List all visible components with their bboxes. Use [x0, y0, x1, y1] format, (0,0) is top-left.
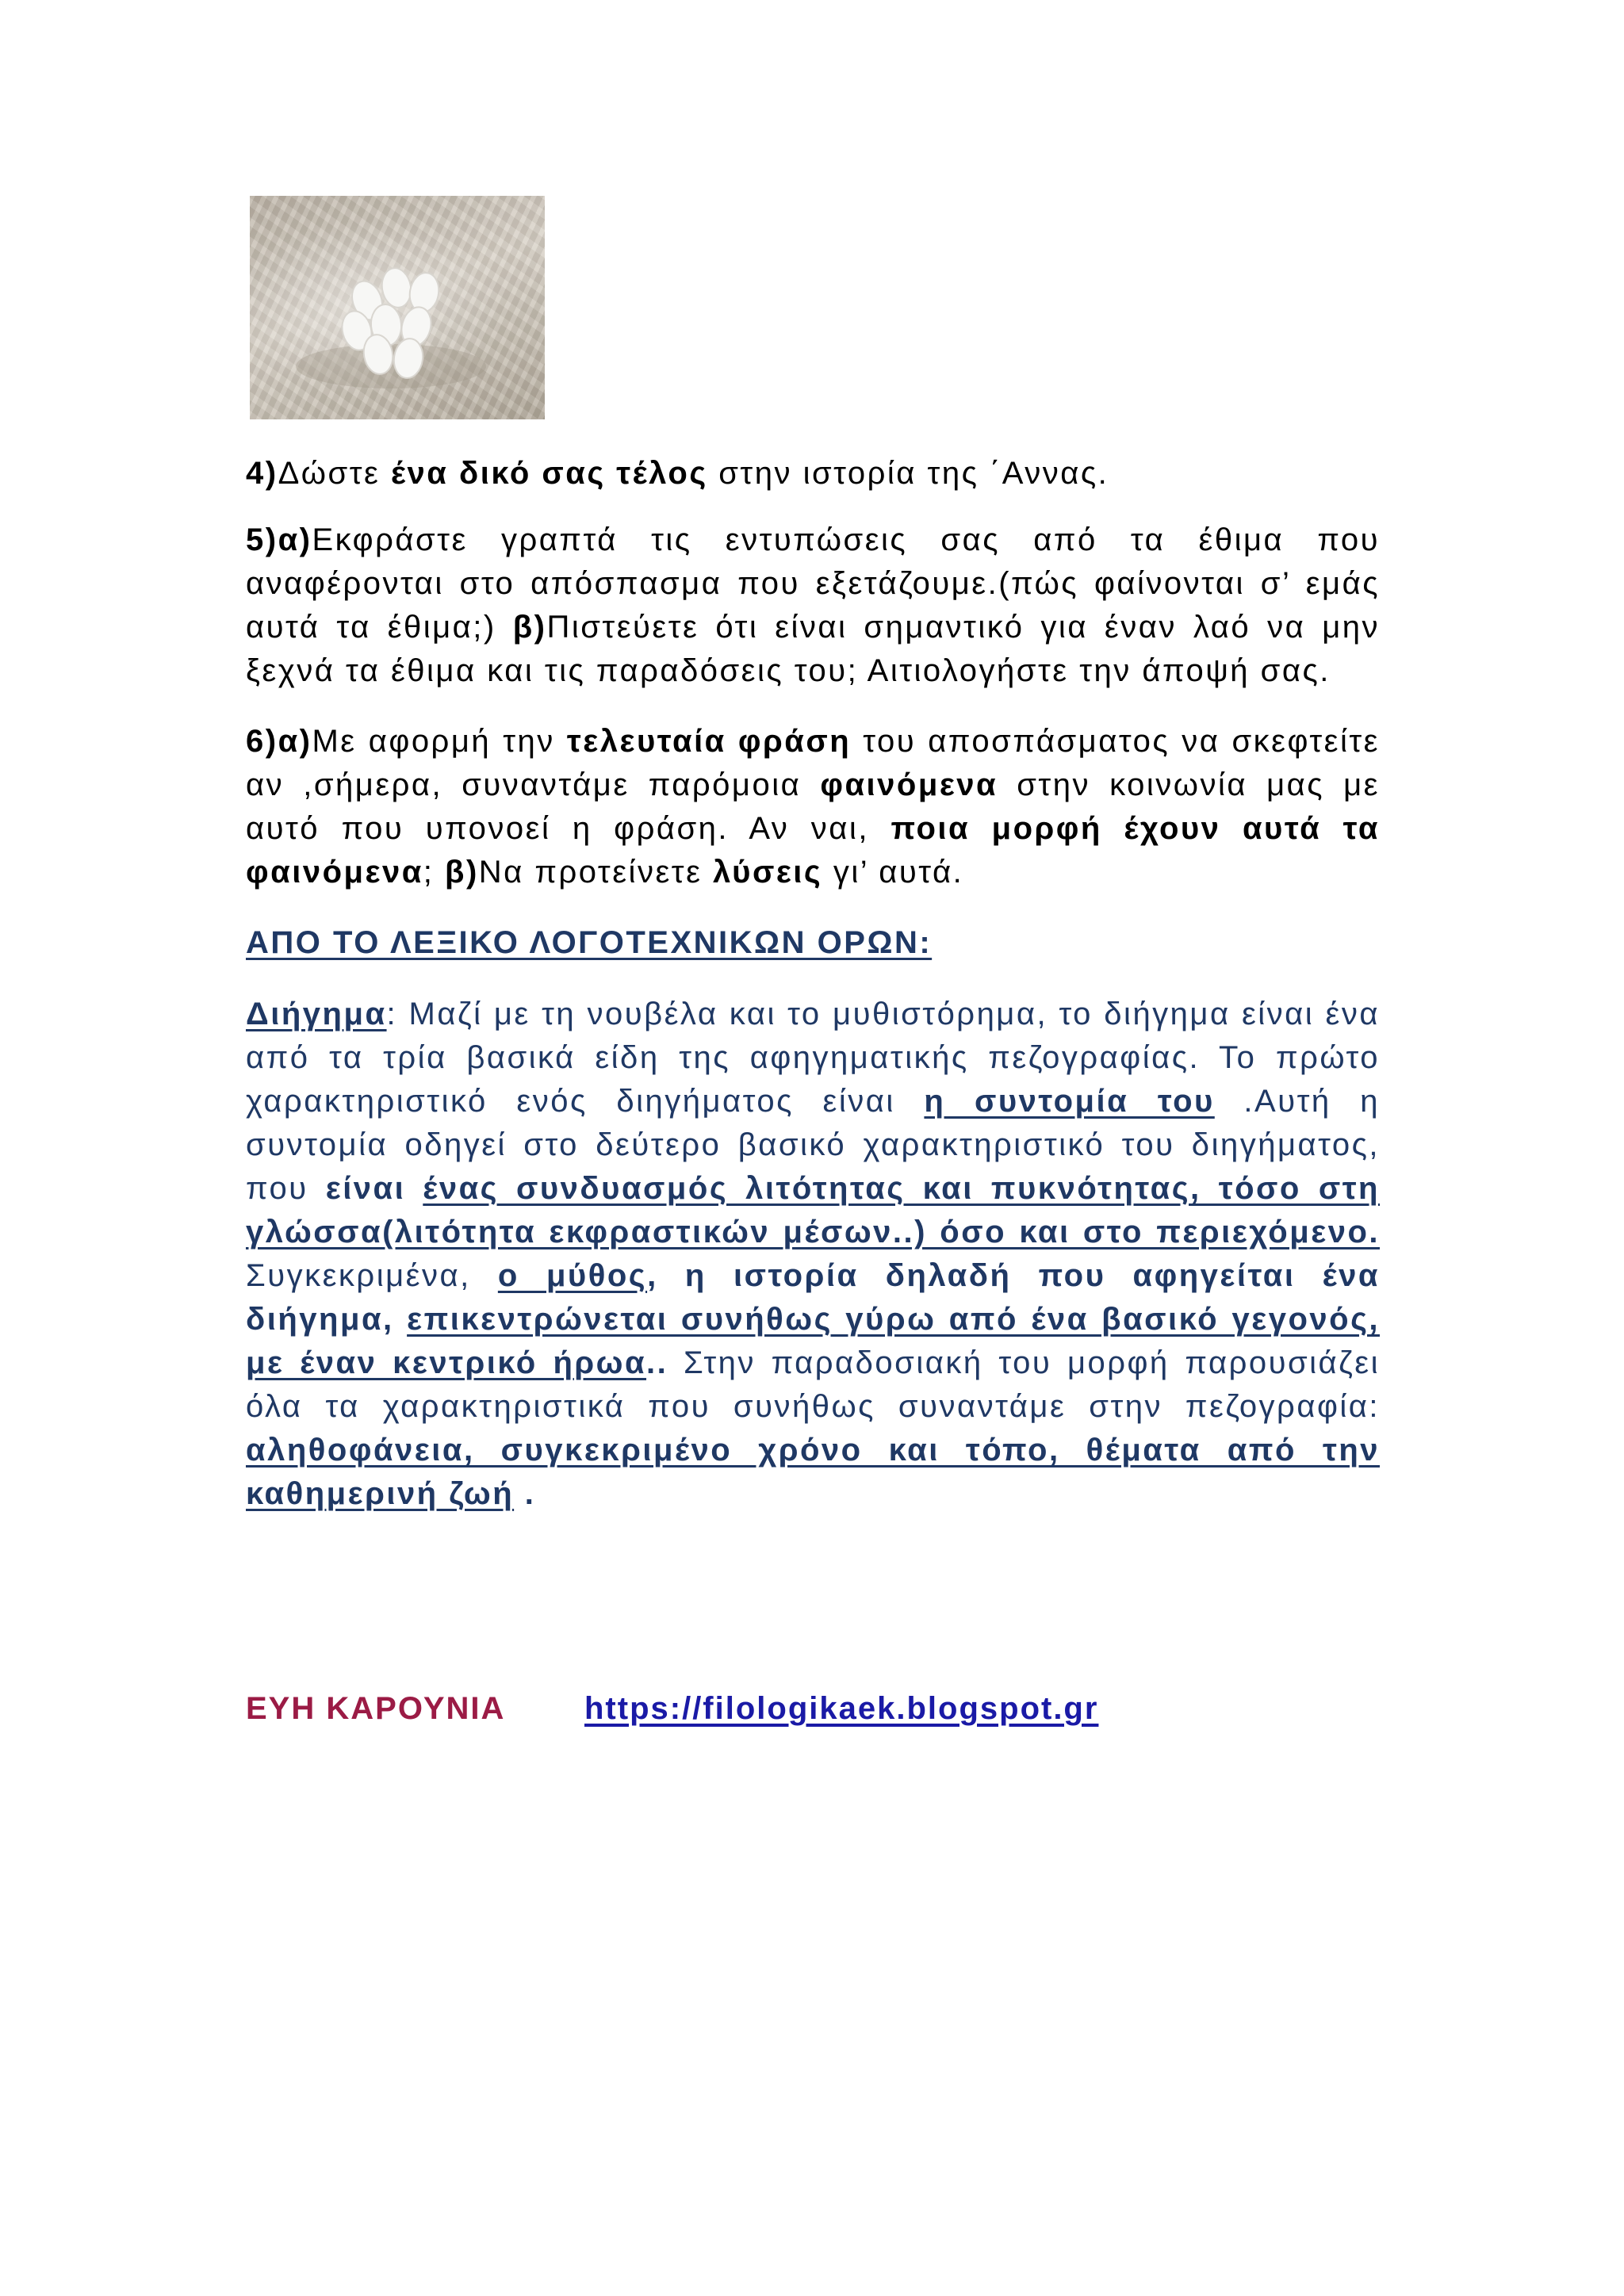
question-6-bold-5: λύσεις: [713, 855, 823, 890]
glossary-definition: [246, 993, 1380, 1516]
glossary-text-1: : Μαζί με τη νουβέλα και το μυθιστόρημα, το διήγημα είναι ένα από τα τρία βασικά είδη της αφηγηματικής πεζογραφίας. Το πρώτο χαρακτηριστικό ενός διηγήματος είναι: [246, 997, 1380, 1119]
question-6-bold-3: ποια μορφή έχουν αυτά τα φαινόμενα: [246, 811, 1381, 890]
question-6-bold-2: φαινόμενα: [820, 767, 998, 802]
glossary-underlined-4: επικεντρώνεται συνήθως γύρω από ένα βασικό γεγονός, με έναν κεντρικό ήρωα: [246, 1302, 1380, 1380]
question-5: [246, 519, 1380, 693]
glossary-text-3: [405, 1171, 423, 1206]
question-6-text-4: ;: [423, 855, 446, 890]
glossary-heading: ΑΠΟ ΤΟ ΛΕΞΙΚΟ ΛΟΓΟΤΕΧΝΙΚΩΝ ΟΡΩΝ:: [246, 925, 933, 960]
question-5-part-b: β): [512, 610, 547, 645]
glossary-bold-1: είναι: [325, 1171, 406, 1206]
question-4-text-1: Δώστε: [278, 456, 391, 491]
question-4-text-2: στην ιστορία της ΄Αννας.: [707, 456, 1109, 491]
question-4: [246, 452, 1380, 496]
glossary-bold-3: ..: [646, 1345, 668, 1380]
glossary-term: Διήγημα: [246, 997, 387, 1031]
glossary-underlined-2: ένας συνδυασμός λιτότητας και πυκνότητας, τόσο στη γλώσσα(λιτότητα εκφραστικών μέσων..) όσο και στο περιεχόμενο.: [246, 1171, 1380, 1249]
eggs-photo: [250, 196, 545, 419]
question-6-number: 6)α): [246, 724, 312, 759]
glossary-bold-4: .: [514, 1476, 536, 1511]
glossary-underlined-1: η συντομία του: [924, 1084, 1215, 1119]
question-6-bold-1: τελευταία φράση: [566, 724, 852, 759]
question-5-number: 5)α): [246, 522, 312, 557]
blog-link[interactable]: https://filologikaek.blogspot.gr: [584, 1691, 1099, 1726]
glossary-text-2: .Αυτή η συντομία οδηγεί στο δεύτερο βασικό χαρακτηριστικό του διηγήματος, που: [246, 1084, 1380, 1206]
question-5-text-1: Εκφράστε γραπτά τις εντυπώσεις σας από τα έθιμα που αναφέρονται στο απόσπασμα που εξετάζουμε.(πώς φαίνονται σ’ εμάς αυτά τα έθιμα;): [246, 522, 1380, 645]
question-6-text-2: του αποσπάσματος να σκεφτείτε αν ,σήμερα, συναντάμε παρόμοια: [246, 724, 1380, 802]
question-6-text-5: Να προτείνετε: [478, 855, 714, 890]
question-4-bold: ένα δικό σας τέλος: [390, 456, 708, 491]
question-6-part-b: β): [445, 855, 479, 890]
glossary-text-4: Συγκεκριμένα,: [246, 1258, 498, 1293]
white-eggs-on-netting-photo: [250, 196, 545, 419]
question-6-text-1: Με αφορμή την: [312, 724, 567, 759]
question-5-text-2: Πιστεύετε ότι είναι σημαντικό για έναν λαό να μην ξεχνά τα έθιμα και τις παραδόσεις του; Αιτιολογήστε την άποψή σας.: [246, 610, 1380, 688]
glossary-bold-2: , η ιστορία δηλαδή που αφηγείται ένα διήγημα,: [246, 1258, 1380, 1337]
glossary-underlined-5: αληθοφάνεια, συγκεκριμένο χρόνο και τόπο, θέματα από την καθημερινή ζωή: [246, 1433, 1380, 1511]
question-6: [246, 720, 1380, 894]
glossary-underlined-3: ο μύθος: [497, 1258, 648, 1293]
question-6-text-6: γι’ αυτά.: [822, 855, 964, 890]
question-4-number: 4): [246, 456, 278, 491]
glossary-text-5: Στην παραδοσιακή του μορφή παρουσιάζει όλα τα χαρακτηριστικά που συνήθως συναντάμε στην πεζογραφία:: [246, 1345, 1380, 1424]
author-name: ΕΥΗ ΚΑΡΟΥΝΙΑ: [246, 1691, 506, 1726]
question-6-text-3: στην κοινωνία μας με αυτό που υπονοεί η φράση. Αν ναι,: [246, 767, 1380, 846]
